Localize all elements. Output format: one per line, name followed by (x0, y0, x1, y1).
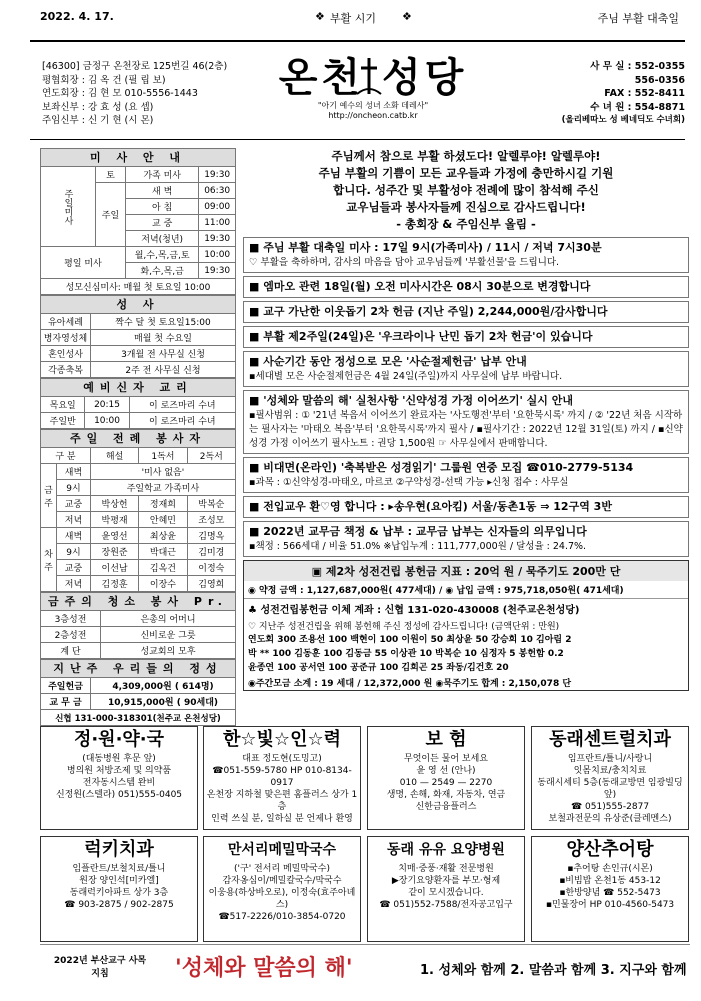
parish-motto: "아기 예수의 성녀 소화 데레사" (317, 101, 429, 110)
notice-list (243, 237, 689, 557)
mass-name: 저녁(청년) (126, 231, 199, 247)
address-line: 평협회장 : 김 옥 건 (필 립 보) (42, 74, 166, 86)
finance-amount: 10,915,000원 ( 90세대) (91, 694, 236, 710)
class-teacher: 이 로즈마리 수녀 (129, 413, 235, 429)
ad-box[interactable] (367, 836, 525, 942)
notice-title: ■ 교구 가난한 이웃돕기 2차 헌금 (지난 주일) 2,244,000원/감사합니다 (249, 305, 608, 318)
server-name: 안혜민 (139, 512, 187, 528)
notice-title: ■ 비대면(온라인) '축복받은 성경읽기' 그룹원 연중 모집 ☎010-2779-5134 (249, 461, 634, 474)
server-name: 윤영선 (90, 528, 138, 544)
ad-line: 윤 영 선 (안나) (416, 766, 476, 776)
notice-title: ■ 엠마오 관련 18일(월) 오전 미사시간은 08시 30분으로 변경합니다 (249, 280, 591, 293)
mass-section-title: 미 사 안 내 (40, 148, 236, 166)
contact-line: 사 무 실 : 552-0355 (590, 61, 685, 72)
day-label: 토 (96, 167, 126, 183)
ad-box[interactable] (531, 726, 689, 830)
ad-line: 치매·중풍·재활 전문병원 (398, 864, 494, 874)
greeting-line: - 총회장 & 주임신부 올림 - (396, 217, 536, 231)
donor-line: 윤종연 100 공서연 100 공준규 100 김희곤 25 좌동/김건호 20 (248, 663, 509, 673)
building-fund-box (243, 560, 689, 691)
mass-time: 19:30 (199, 263, 236, 279)
notice-item (243, 390, 689, 454)
ad-line: 인력 쓰실 분, 일하실 분 언제나 환영 (211, 814, 353, 824)
contact-line: (올리베따노 성 베네딕도 수녀회) (561, 115, 685, 125)
parish-address-block (42, 60, 227, 128)
ad-line: 임프란트/틀니/사랑니 (567, 754, 653, 764)
sacrament-name: 유아세례 (41, 314, 91, 330)
notice-title: ■ 주님 부활 대축일 미사 : 17일 9시(가족미사) / 11시 / 저녁 7시30분 (249, 241, 602, 254)
ad-line: 잇몸치료/충치치료 (573, 766, 647, 776)
season-mark-right: ❖ (402, 10, 412, 23)
contact-line: FAX : 552-8411 (604, 88, 685, 99)
notice-column (243, 148, 689, 691)
ad-line: ▪한방양념 ☎ 552-5473 (559, 888, 661, 898)
notice-item (243, 496, 689, 518)
ad-line: 생명, 손해, 화재, 자동차, 연금 (386, 790, 506, 800)
ad-line: 신한금융플러스 (415, 802, 477, 812)
ad-line: 전자동시스템 완비 (82, 778, 156, 788)
class-day: 목요일 (41, 397, 85, 413)
finance-label: 주일헌금 (41, 678, 91, 694)
notice-title: ■ 부활 제2주일(24일)은 '우크라이나 난민 돕기 2차 헌금'이 있습니다 (249, 330, 593, 343)
server-name: 이선남 (90, 560, 138, 576)
mass-slot: 새벽 (57, 464, 91, 480)
contact-line: 556-0356 (634, 74, 685, 86)
server-name: 이장수 (139, 576, 187, 592)
mass-slot: 교중 (57, 560, 91, 576)
mass-name: 아 침 (126, 199, 199, 215)
cleaning-area: 2층성전 (41, 627, 101, 643)
sacrament-section-title: 성 사 (40, 295, 236, 313)
ad-line: 신정원(스텔라) 051)555-0405 (55, 790, 183, 800)
ad-line: 감자옹심이/메밀칼국수/막국수 (222, 876, 342, 886)
notice-title: ■ '성체와 말씀의 해' 실천사항 '신약성경 가정 이어쓰기' 실시 안내 (249, 394, 573, 407)
pastoral-footer (40, 944, 690, 996)
donor-line: 박 ** 100 김동훈 100 김동금 55 이상관 10 박복순 10 심정자 5 봉헌함 0.2 (248, 649, 564, 659)
finance-section-title: 지난주 우리들의 정성 (40, 659, 236, 677)
mass-name: 새 벽 (126, 183, 199, 199)
address-line: 연도회장 : 김 현 모 010-5556-1443 (42, 88, 198, 99)
class-teacher: 이 로즈마리 수녀 (129, 397, 235, 413)
building-thanks: ♡ 지난주 성전건립을 위해 봉헌해 주신 정성에 감사드립니다! (금액단위 : 만원) (248, 622, 560, 632)
server-name: 장원준 (90, 544, 138, 560)
cleaning-area: 3층성전 (41, 611, 101, 627)
sacrament-info: 짝수 달 첫 토요일15:00 (91, 314, 236, 330)
finance-amount: 4,309,000원 ( 614명) (91, 678, 236, 694)
server-name: 박상헌 (90, 496, 138, 512)
notice-title: ■ 2022년 교무금 책정 & 납부 : 교무금 납부는 신자들의 의무입니다 (249, 525, 587, 538)
mass-name: 월,수,목,금,토 (126, 247, 199, 263)
address-line: 보좌신부 : 강 효 성 (요 셉) (42, 101, 154, 113)
building-totals: ◉주간모금 소계 : 19 세대 / 12,372,000 원 ◉묵주기도 합계 : 2,150,078 단 (248, 679, 572, 689)
class-time: 20:15 (85, 397, 129, 413)
ad-line: ▶장기요양환자를 부모·형제 (391, 876, 501, 886)
mass-table (40, 166, 236, 295)
notice-detail: ♡ 부활을 축하하며, 감사의 마음을 담아 교우님들께 '부활선물'을 드립니다. (249, 257, 560, 268)
ad-line: 이웅용(하상바오로), 이정숙(효주아녜스) (208, 888, 356, 910)
ad-line: ▪민물장어 HP 010-4560-5473 (545, 900, 675, 910)
server-name: 박대근 (139, 544, 187, 560)
server-name: 최상윤 (139, 528, 187, 544)
ad-line: ☎051-559-5780 HP 010-8134-0917 (212, 766, 352, 788)
notice-item (243, 276, 689, 298)
mass-time: 19:30 (199, 231, 236, 247)
ad-line: 010 — 2549 — 2270 (399, 778, 493, 788)
ad-box[interactable] (203, 726, 361, 830)
notice-detail: ▪책정 : 566세대 / 비율 51.0% ※납입누계 : 111,777,000원 / 달성율 : 24.7%. (249, 541, 587, 552)
servers-head: 해설 (90, 448, 138, 464)
finance-label: 교 무 금 (41, 694, 91, 710)
pastoral-items: 1. 성체와 함께 2. 말씀과 함께 3. 지구와 함께 (420, 963, 687, 978)
easter-greeting (243, 148, 689, 233)
catechism-section-title: 예비신자 교리 (40, 378, 236, 396)
notice-detail: ▪세대별 모은 사순절제헌금은 4월 24일(주일)까지 사무실에 납부 바랍니다. (249, 371, 563, 382)
mass-time: 11:00 (199, 215, 236, 231)
ad-line: ('구' 전서리 메밀막국수) (234, 864, 330, 874)
ad-line: 임플란트/보철치료/틀니 (72, 864, 166, 874)
parish-title: 온천 성당 (278, 54, 468, 101)
server-name: 김미경 (187, 544, 235, 560)
server-name: 박평재 (90, 512, 138, 528)
ad-line: 병의원 처방조제 및 의약품 (66, 766, 172, 776)
cross-icon (355, 56, 383, 96)
cleaning-section-title: 금주의 청소 봉사 Pr. (40, 592, 236, 610)
ad-line: 동래럭키아파트 상가 3층 (69, 888, 169, 898)
ad-line: (대동병원 후문 앞) (82, 754, 156, 764)
day-label: 주일 (96, 183, 126, 247)
mass-slot: 저녁 (57, 512, 91, 528)
servers-head: 2독서 (187, 448, 235, 464)
mass-time: 06:30 (199, 183, 236, 199)
cleaning-area: 계 단 (41, 643, 101, 659)
server-name: 조성모 (187, 512, 235, 528)
ad-box[interactable] (40, 726, 198, 830)
ad-line: ▪추어탕 손인규(시몬) (567, 864, 653, 874)
ad-box[interactable] (531, 836, 689, 942)
mass-name: 화,수,목,금 (126, 263, 199, 279)
ad-box[interactable] (203, 836, 361, 942)
ad-line: 동래시세티 5층(동래교방면 임광빌딩앞) (537, 778, 683, 800)
server-note: 주일학교 가족미사 (90, 480, 235, 496)
bank-account: 신협 131-000-318301(천주교 온천성당) (41, 710, 236, 726)
pastoral-badge: 2022년 부산교구 사목지침 (53, 956, 147, 979)
cleaning-group: 은총의 어머니 (101, 611, 236, 627)
donor-line: 연도회 300 조용선 100 백현이 100 이원이 50 최상윤 50 강승희 10 김아림 2 (248, 635, 572, 645)
address-line: [46300] 금정구 온천장로 125번길 46(2층) (42, 61, 228, 72)
mass-slot: 9시 (57, 544, 91, 560)
sunday-mass-label: 주일미사 (41, 167, 96, 247)
notice-title: ■ 사순기간 동안 정성으로 모은 '사순절제헌금' 납부 안내 (249, 355, 527, 368)
season-mark: ❖ (315, 10, 325, 23)
ad-title: 동래 유유 요양병원 (387, 842, 505, 858)
class-time: 10:00 (85, 413, 129, 429)
greeting-line: 합니다. 성주간 및 부활성야 전례에 많이 참석해 주신 (333, 183, 599, 197)
ad-box[interactable] (367, 726, 525, 830)
notice-item (243, 457, 689, 493)
servers-head: 구 분 (41, 448, 91, 464)
notice-item (243, 237, 689, 273)
ad-title: 양산추어탕 (566, 839, 654, 860)
greeting-line: 주님께서 참으로 부활 하셨도다! 알렐루야! 알렐루야! (331, 149, 601, 163)
mass-slot: 새벽 (57, 528, 91, 544)
contact-block (525, 60, 685, 128)
ad-title: 만서리메밀막국수 (227, 842, 337, 858)
cleaning-group: 성교회의 모후 (101, 643, 236, 659)
ad-line: 온천장 지하철 맞은편 홈플러스 상가 1층 (206, 790, 358, 812)
feast-name: 주님 부활 대축일 (597, 12, 679, 25)
ad-title: 정·원·약·국 (73, 729, 165, 750)
notice-item (243, 521, 689, 557)
server-name: 김옥건 (139, 560, 187, 576)
mass-time: 09:00 (199, 199, 236, 215)
page-header (30, 8, 685, 40)
server-note: '미사 없음' (90, 464, 235, 480)
ad-line: 무엇이든 물어 보세요 (404, 754, 488, 764)
parish-url[interactable]: http://oncheon.catb.kr (328, 111, 418, 120)
cleaning-table (40, 610, 236, 659)
notice-title: ■ 전입교우 환♡영 합니다 : ▸송우현(요아킴) 서울/동촌1동 ⇒ 12구역 3반 (249, 500, 612, 513)
notice-detail: ▪과목 : ①신약성경-마태오, 마르코 ②구약성경-선택 가능 ▸신청 접수 : 사무실 (249, 477, 569, 488)
mass-name: 교 중 (126, 215, 199, 231)
issue-date: 2022. 4. 17. (40, 10, 114, 23)
ad-line: 같이 모시겠습니다. (408, 888, 484, 898)
greeting-line: 주님 부활의 기쁨이 모든 교우들과 가정에 충만하시길 기원 (318, 166, 614, 180)
ad-line: 원장 양인석[미카엘] (79, 876, 159, 886)
servers-table (40, 447, 236, 592)
server-name: 박복순 (187, 496, 235, 512)
ad-title: 럭키치과 (84, 839, 154, 860)
server-name: 이정숙 (187, 560, 235, 576)
ad-line: 보철과전문의 유상준(클레멘스) (548, 814, 672, 824)
pastoral-slogan: '성체와 말씀의 해' (175, 956, 353, 981)
sacrament-info: 3개월 전 사무실 신청 (91, 346, 236, 362)
left-column (40, 148, 236, 726)
mass-time: 10:00 (199, 247, 236, 263)
notice-item (243, 301, 689, 323)
notice-detail: ▪필사범위 : ① '21년 복음서 이어쓰기 완료자는 '사도행전'부터 '요한묵시록' 까지 / ② '22년 처음 시작하는 필사자는 '마태오 복음'부터 '요한묵시록'까지 필사 / ▪필사기간 : 2022년 12월 31일(토) 까지 / ▪신약성경 가정 이어쓰기 필사노트 : 권당 1,500원 ☞ 사무실에서 판매합니다. (249, 410, 683, 449)
sacrament-table (40, 313, 236, 378)
server-name: 정재희 (139, 496, 187, 512)
ad-line: 대표 정도현(도밍고) (242, 754, 322, 764)
mass-slot: 교중 (57, 496, 91, 512)
mass-slot: 저녁 (57, 576, 91, 592)
mass-slot: 9시 (57, 480, 91, 496)
sacrament-name: 병자영성체 (41, 330, 91, 346)
marian-mass-note: 성모신심미사: 매월 첫 토요일 10:00 (41, 279, 236, 295)
masthead (30, 40, 685, 140)
servers-section-title: 주일 전례 봉사자 (40, 429, 236, 447)
building-pledge: ◉ 약정 금액 : 1,127,687,000원( 477세대) / ◉ 납입 금액 : 975,718,050원( 471세대) (248, 586, 624, 596)
catechism-table (40, 396, 236, 429)
server-name: 김정훈 (90, 576, 138, 592)
sacrament-name: 각종축복 (41, 362, 91, 378)
notice-item (243, 326, 689, 348)
ad-title: 한☆빛☆인☆력 (223, 729, 341, 750)
ad-line: ☎517-2226/010-3854-0720 (218, 912, 346, 922)
servers-head: 1독서 (139, 448, 187, 464)
sacrament-info: 2주 전 사무실 신청 (91, 362, 236, 378)
mass-time: 19:30 (199, 167, 236, 183)
ad-line: ▪비빔밥 온천1동 453-12 (559, 876, 661, 886)
ad-line: ☎ 903-2875 / 902-2875 (64, 900, 174, 910)
finance-table (40, 677, 236, 726)
building-account: ♣ 성전건립봉헌금 이체 계좌 : 신협 131-020-430008 (천주교온천성당) (244, 598, 688, 618)
weekday-mass-label: 평일 미사 (41, 247, 126, 279)
ad-line: ☎ 051)552-7588/전자공고입구 (379, 900, 513, 910)
season-label: 부활 시기 (330, 12, 377, 25)
contact-line: 수 녀 원 : 554-8871 (590, 101, 685, 113)
sacrament-info: 매월 첫 수요일 (91, 330, 236, 346)
sacrament-name: 혼인성사 (41, 346, 91, 362)
server-name: 김영희 (187, 576, 235, 592)
address-line: 주임신부 : 신 기 현 (시 몬) (42, 115, 154, 126)
mass-name: 가족 미사 (126, 167, 199, 183)
notice-item (243, 351, 689, 387)
ad-line: ☎ 051)555-2877 (570, 802, 650, 812)
ad-box[interactable] (40, 836, 198, 942)
cleaning-group: 신비로운 그릇 (101, 627, 236, 643)
building-fund-title: ▣ 제2차 성전건립 봉헌금 지표 : 20억 원 / 묵주기도 200만 단 (244, 561, 688, 581)
ad-title: 보 험 (425, 729, 467, 750)
week-label: 차주 (41, 528, 57, 592)
week-label: 금주 (41, 464, 57, 528)
server-name: 김명옥 (187, 528, 235, 544)
donor-list (244, 633, 688, 675)
greeting-line: 교우님들과 봉사자들께 진심으로 감사드립니다! (346, 200, 586, 214)
class-day: 주일반 (41, 413, 85, 429)
ad-title: 동래센트럴치과 (549, 729, 671, 750)
